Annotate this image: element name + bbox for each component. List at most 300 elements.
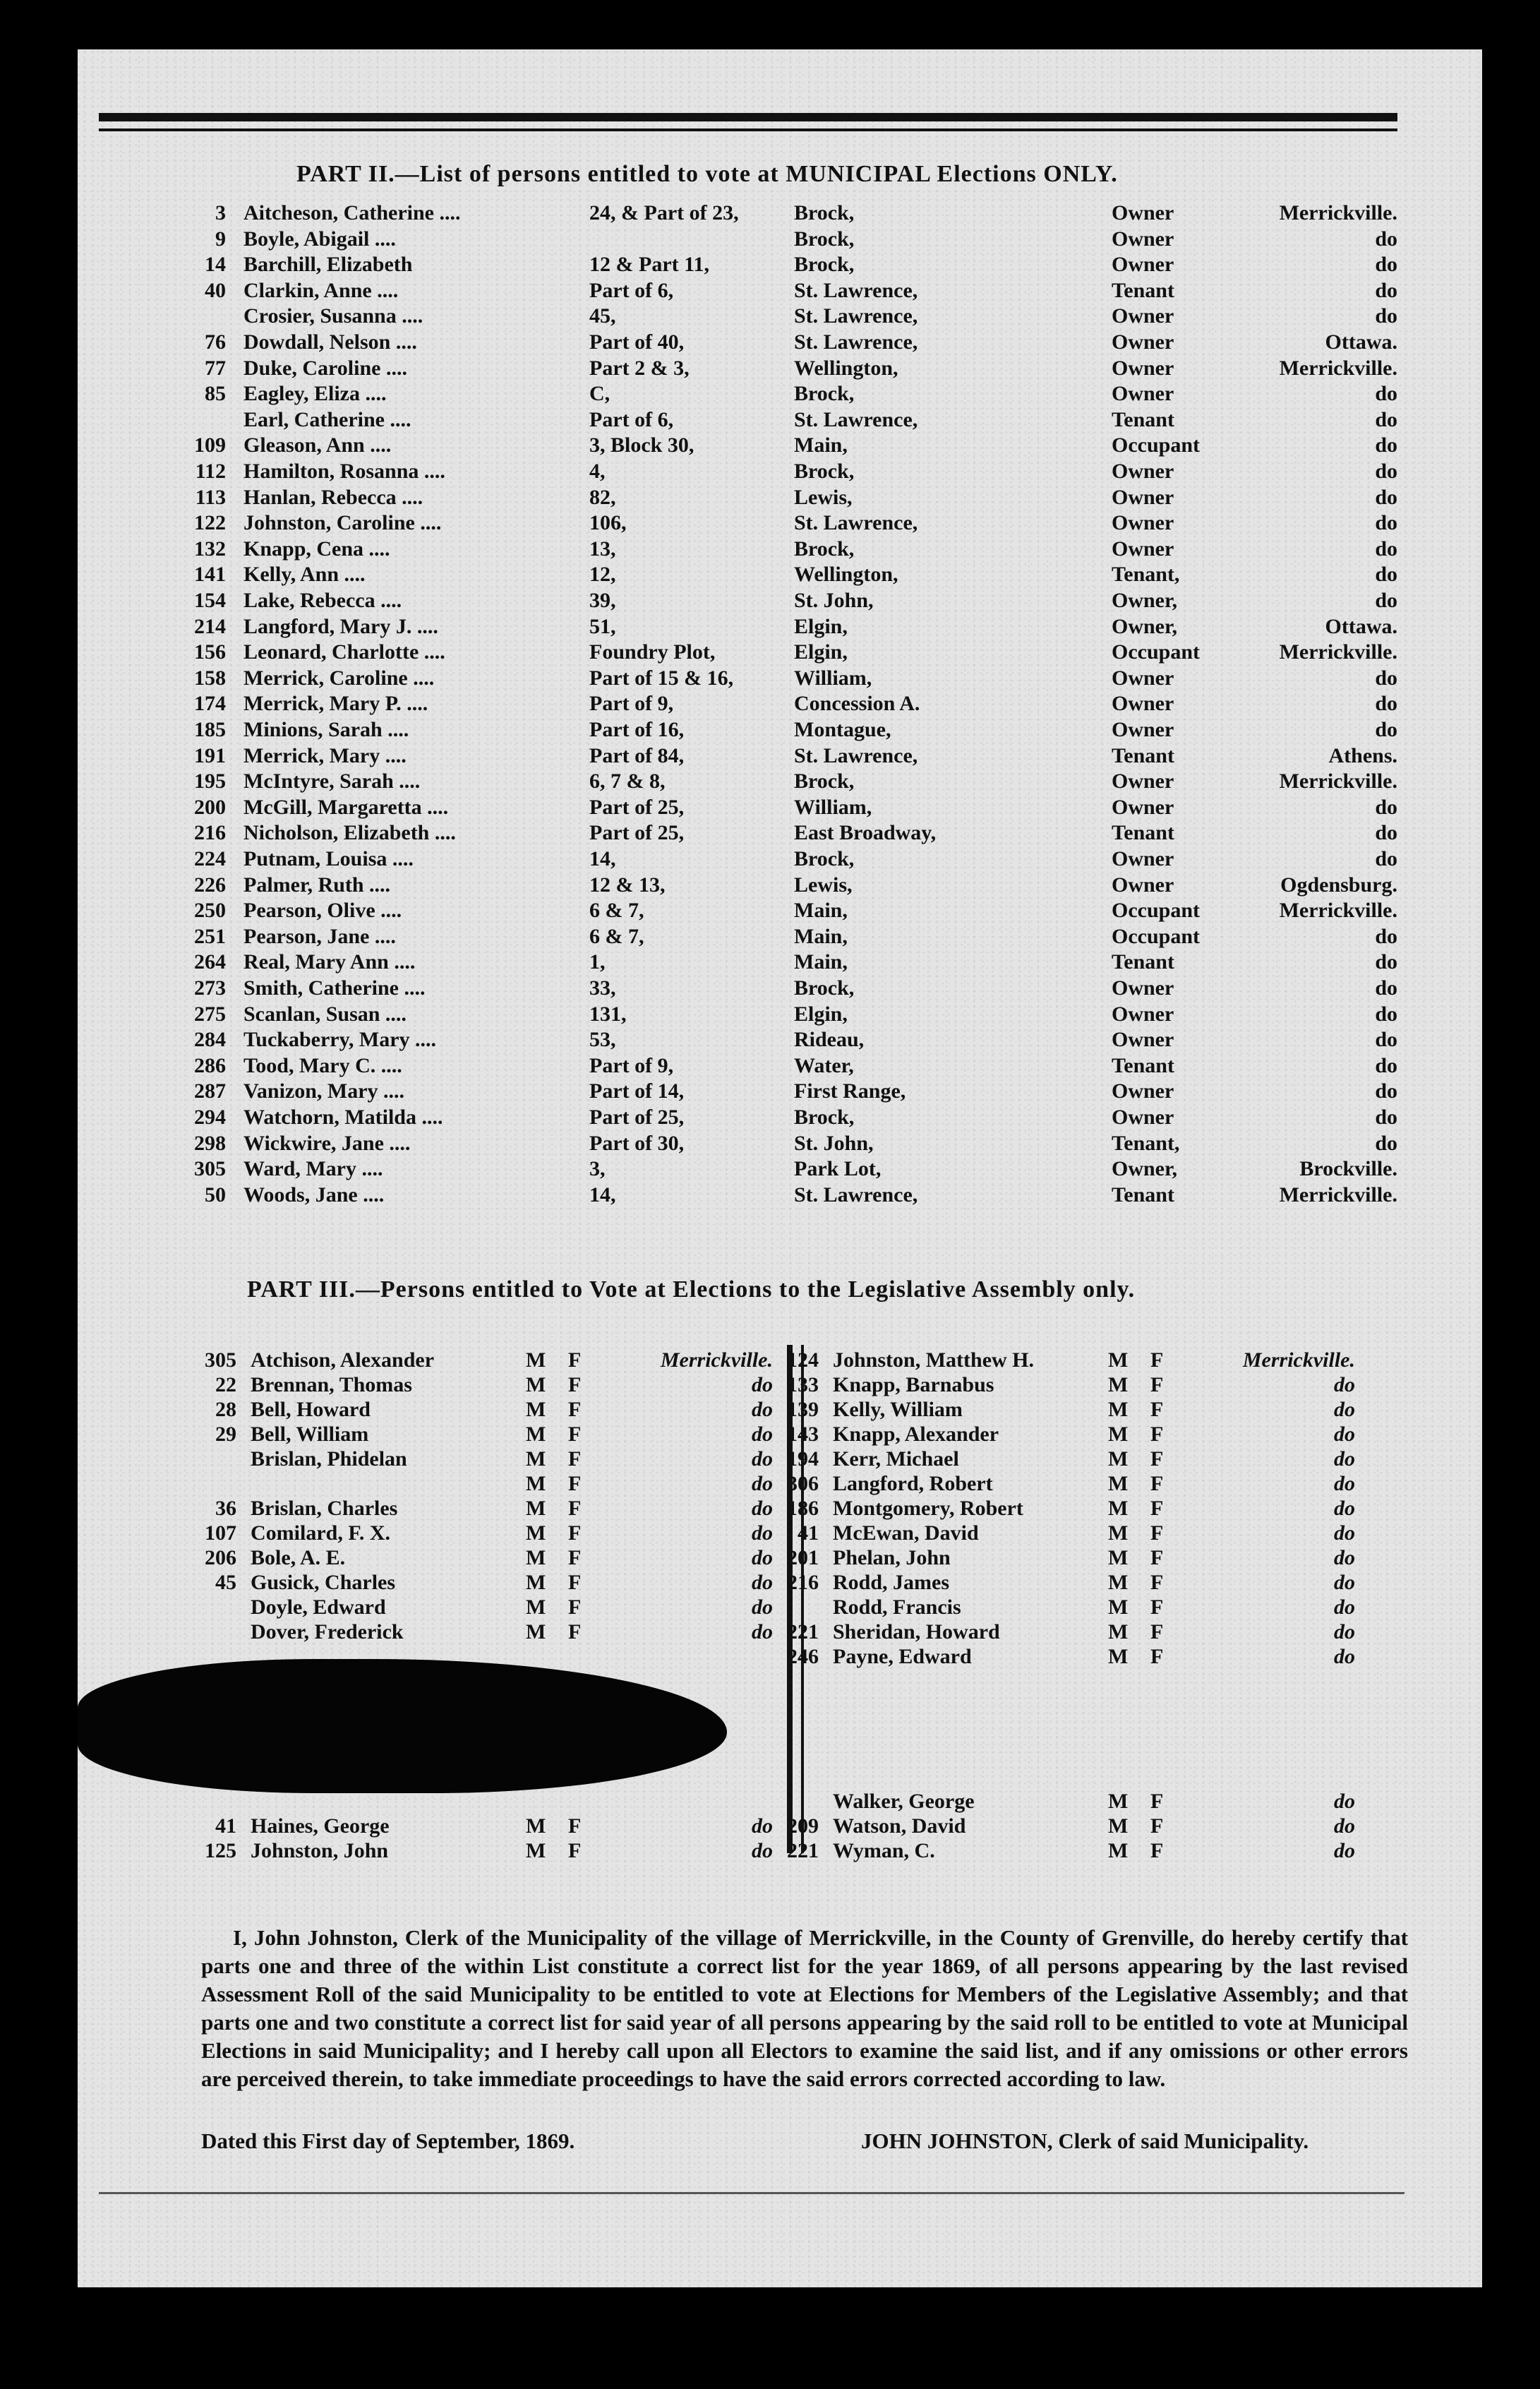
- table-row: [0, 279, 1482, 304]
- cell-name: Tuckaberry, Mary ....: [243, 1028, 437, 1052]
- cell-res: do: [1375, 821, 1397, 845]
- cell-num: 250: [194, 899, 226, 923]
- table-row: [0, 253, 1482, 278]
- cell-name: Johnston, Matthew H.: [833, 1348, 1035, 1372]
- cell-f: F: [1150, 1546, 1164, 1569]
- table-row: [0, 460, 1482, 485]
- cell-res: do: [1334, 1595, 1355, 1619]
- list-item: [748, 1348, 1454, 1374]
- cell-street: Main,: [794, 899, 848, 923]
- cell-street: Elgin,: [794, 614, 848, 638]
- cell-street: St. Lawrence,: [794, 1182, 918, 1207]
- cell-num: 246: [787, 1645, 819, 1668]
- cell-name: Comilard, F. X.: [251, 1521, 391, 1545]
- cell-m: M: [526, 1373, 546, 1396]
- cell-num: 251: [194, 924, 226, 948]
- list-item: [748, 1814, 1454, 1840]
- cell-res: do: [1375, 589, 1397, 612]
- cell-num: 132: [194, 537, 226, 561]
- list-item: [748, 1546, 1454, 1571]
- cell-lot: 24, & Part of 23,: [589, 201, 739, 224]
- cell-f: F: [1150, 1348, 1164, 1372]
- cell-name: Payne, Edward: [833, 1645, 972, 1668]
- cell-m: M: [1108, 1472, 1129, 1495]
- table-row: [0, 847, 1482, 873]
- cell-f: F: [1150, 1497, 1164, 1520]
- cell-status: Owner,: [1112, 614, 1178, 638]
- table-row: [0, 486, 1482, 511]
- cell-f: F: [568, 1423, 582, 1446]
- cell-f: F: [1150, 1595, 1164, 1619]
- cell-name: Langford, Robert: [833, 1472, 993, 1495]
- list-item: [748, 1645, 1454, 1670]
- cell-res: do: [1375, 692, 1397, 716]
- cell-lot: Foundry Plot,: [589, 640, 716, 664]
- cell-num: 221: [787, 1839, 819, 1862]
- cell-name: Merrick, Mary P. ....: [243, 692, 428, 716]
- cell-status: Owner: [1112, 795, 1174, 819]
- cell-res: do: [1375, 563, 1397, 587]
- cell-status: Owner: [1112, 330, 1174, 354]
- cell-num: 201: [787, 1546, 819, 1569]
- cell-res: Athens.: [1328, 743, 1397, 767]
- cell-num: 122: [194, 511, 226, 535]
- cell-name: Pearson, Olive ....: [243, 899, 402, 923]
- cell-status: Occupant: [1112, 924, 1201, 948]
- cell-res: do: [1334, 1814, 1355, 1838]
- table-row: [0, 796, 1482, 821]
- cell-m: M: [526, 1620, 546, 1643]
- cell-res: do: [1375, 1053, 1397, 1077]
- cell-res: do: [752, 1839, 773, 1862]
- cell-num: 109: [194, 433, 226, 457]
- cell-res: do: [1375, 1079, 1397, 1103]
- table-row: [0, 821, 1482, 846]
- cell-lot: Part of 40,: [589, 330, 685, 354]
- cell-status: Tenant: [1112, 821, 1174, 845]
- cell-num: 186: [787, 1497, 819, 1520]
- cell-num: 143: [787, 1423, 819, 1446]
- list-item: [748, 1373, 1454, 1399]
- table-row: [0, 589, 1482, 614]
- cell-street: Elgin,: [794, 1002, 848, 1026]
- cell-name: Watchorn, Matilda ....: [243, 1106, 443, 1129]
- clerk-certificate: I, John Johnston, Clerk of the Municipality of the village of Merrickville, in the County of Grenville, do hereby certify that parts one and three of the within List constitute a correct list for the year 1869, of all persons appearing by the last revised Assessment Roll of the said Municipality to be entitled to vote at Elections for Members of the Legislative Assembly; and that parts one and two constitute a correct list for said year of all persons appearing by the said roll to be entitled to vote at Municipal Elections in said Municipality; and I hereby call upon all Electors to examine the said list, and if any omissions or other errors are perceived therein, to take immediate proceedings to have the said errors corrected according to law.: [201, 1925, 1408, 2091]
- cell-name: Bole, A. E.: [251, 1546, 346, 1569]
- cell-res: Merrickville.: [660, 1348, 773, 1372]
- cell-f: F: [568, 1620, 582, 1643]
- cell-res: do: [752, 1497, 773, 1520]
- cell-num: 195: [194, 770, 226, 794]
- cell-m: M: [1108, 1447, 1129, 1471]
- cell-res: Merrickville.: [1279, 899, 1397, 923]
- cell-lot: Part of 6,: [589, 278, 674, 302]
- cell-lot: 6, 7 & 8,: [589, 770, 666, 794]
- cell-res: do: [1375, 950, 1397, 974]
- cell-street: Main,: [794, 950, 848, 974]
- cell-lot: Part of 15 & 16,: [589, 666, 734, 690]
- cell-f: F: [1150, 1398, 1164, 1421]
- cell-status: Tenant,: [1112, 563, 1180, 587]
- cell-f: F: [568, 1348, 582, 1372]
- cell-street: Brock,: [794, 201, 855, 224]
- table-row: [0, 357, 1482, 382]
- cell-status: Owner: [1112, 227, 1174, 251]
- cell-res: do: [1375, 924, 1397, 948]
- cell-res: do: [1334, 1398, 1355, 1421]
- cell-res: do: [1375, 666, 1397, 690]
- cell-street: Brock,: [794, 847, 855, 870]
- cell-name: Merrick, Caroline ....: [243, 666, 435, 690]
- cell-num: 294: [194, 1106, 226, 1129]
- cell-f: F: [568, 1472, 582, 1495]
- table-row: [0, 201, 1482, 227]
- cell-m: M: [1108, 1571, 1129, 1594]
- cell-status: Owner: [1112, 847, 1174, 870]
- table-row: [0, 1028, 1482, 1053]
- cell-res: Ottawa.: [1325, 330, 1397, 354]
- cell-num: 3: [215, 201, 226, 224]
- cell-status: Occupant: [1112, 433, 1201, 457]
- cell-res: do: [1334, 1571, 1355, 1594]
- cell-name: Eagley, Eliza ....: [243, 382, 387, 406]
- list-item: [748, 1595, 1454, 1621]
- cell-street: St. John,: [794, 1131, 874, 1155]
- cell-status: Tenant: [1112, 278, 1174, 302]
- cell-res: do: [752, 1814, 773, 1838]
- cell-name: Crosier, Susanna ....: [243, 304, 423, 328]
- cell-res: do: [752, 1472, 773, 1495]
- list-item: [748, 1620, 1454, 1646]
- cell-name: Minions, Sarah ....: [243, 718, 409, 741]
- cell-res: do: [752, 1546, 773, 1569]
- cell-status: Owner: [1112, 692, 1174, 716]
- cell-res: do: [752, 1423, 773, 1446]
- list-item: [748, 1839, 1454, 1864]
- cell-num: 36: [215, 1497, 236, 1520]
- cell-m: M: [1108, 1348, 1129, 1372]
- table-row: [0, 925, 1482, 950]
- list-item: [748, 1423, 1454, 1448]
- cell-name: Brislan, Charles: [251, 1497, 398, 1520]
- cell-res: Ogdensburg.: [1280, 873, 1397, 897]
- cell-m: M: [1108, 1398, 1129, 1421]
- table-row: [0, 692, 1482, 717]
- cell-m: M: [1108, 1373, 1129, 1396]
- cell-m: M: [526, 1398, 546, 1421]
- cell-m: M: [526, 1447, 546, 1471]
- cell-f: F: [568, 1373, 582, 1396]
- cell-m: M: [526, 1521, 546, 1545]
- cell-status: Tenant: [1112, 743, 1174, 767]
- cell-status: Tenant: [1112, 950, 1174, 974]
- cell-num: 29: [215, 1423, 236, 1446]
- cell-name: Brennan, Thomas: [251, 1373, 412, 1396]
- cell-name: McEwan, David: [833, 1521, 979, 1545]
- cell-m: M: [526, 1546, 546, 1569]
- cell-res: do: [1334, 1620, 1355, 1643]
- cell-lot: 51,: [589, 614, 616, 638]
- cell-status: Owner,: [1112, 1157, 1178, 1181]
- cell-lot: 45,: [589, 304, 616, 328]
- cell-name: Lake, Rebecca ....: [243, 589, 402, 612]
- cell-lot: 1,: [589, 950, 606, 974]
- cell-name: Barchill, Elizabeth: [243, 253, 413, 277]
- table-row: [0, 950, 1482, 976]
- cell-street: First Range,: [794, 1079, 906, 1103]
- cell-lot: 53,: [589, 1028, 616, 1052]
- cell-f: F: [1150, 1423, 1164, 1446]
- cell-street: Brock,: [794, 770, 855, 794]
- cell-name: Rodd, James: [833, 1571, 950, 1594]
- cell-lot: Part of 84,: [589, 743, 685, 767]
- cell-status: Owner: [1112, 666, 1174, 690]
- cell-name: Hamilton, Rosanna ....: [243, 460, 445, 483]
- cell-res: do: [1375, 1131, 1397, 1155]
- cell-name: Merrick, Mary ....: [243, 743, 407, 767]
- cell-num: 298: [194, 1131, 226, 1155]
- cell-f: F: [1150, 1790, 1164, 1813]
- cell-num: 206: [205, 1546, 236, 1569]
- table-row: [0, 1079, 1482, 1105]
- cell-f: F: [1150, 1571, 1164, 1594]
- cell-status: Tenant: [1112, 1053, 1174, 1077]
- cell-name: Smith, Catherine ....: [243, 976, 426, 1000]
- cell-res: do: [1334, 1790, 1355, 1813]
- cell-street: Lewis,: [794, 873, 853, 897]
- cell-name: Real, Mary Ann ....: [243, 950, 416, 974]
- cell-name: Vanizon, Mary ....: [243, 1079, 405, 1103]
- cell-num: 139: [787, 1398, 819, 1421]
- cell-f: F: [1150, 1472, 1164, 1495]
- table-row: [0, 1157, 1482, 1182]
- table-row: [0, 1183, 1482, 1209]
- cell-status: Owner: [1112, 485, 1174, 509]
- cell-m: M: [526, 1423, 546, 1446]
- cell-name: Scanlan, Susan ....: [243, 1002, 407, 1026]
- table-row: [0, 899, 1482, 924]
- table-row: [0, 615, 1482, 640]
- cell-name: Dover, Frederick: [251, 1620, 404, 1643]
- cell-name: Johnston, John: [251, 1839, 389, 1862]
- cell-street: Lewis,: [794, 485, 853, 509]
- cell-num: 209: [787, 1814, 819, 1838]
- cell-name: Earl, Catherine ....: [243, 407, 411, 431]
- cell-res: do: [1375, 1028, 1397, 1052]
- cell-res: do: [1334, 1839, 1355, 1862]
- cell-num: 305: [194, 1157, 226, 1181]
- cell-num: 273: [194, 976, 226, 1000]
- cell-street: St. John,: [794, 589, 874, 612]
- cell-m: M: [1108, 1497, 1129, 1520]
- cell-num: 185: [194, 718, 226, 741]
- cell-num: 158: [194, 666, 226, 690]
- cell-name: Knapp, Cena ....: [243, 537, 390, 561]
- list-item: [748, 1472, 1454, 1497]
- cell-num: 221: [787, 1620, 819, 1643]
- cell-name: Kerr, Michael: [833, 1447, 959, 1471]
- cell-lot: 131,: [589, 1002, 627, 1026]
- cell-num: 305: [205, 1348, 236, 1372]
- cell-status: Owner: [1112, 873, 1174, 897]
- cell-name: Rodd, Francis: [833, 1595, 961, 1619]
- cell-res: Merrickville.: [1279, 356, 1397, 380]
- cell-num: 286: [194, 1053, 226, 1077]
- cell-res: do: [1375, 304, 1397, 328]
- cell-res: do: [1375, 718, 1397, 741]
- cell-lot: 6 & 7,: [589, 924, 644, 948]
- cell-f: F: [568, 1595, 582, 1619]
- cell-name: Palmer, Ruth ....: [243, 873, 391, 897]
- cell-street: St. Lawrence,: [794, 278, 918, 302]
- cell-street: St. Lawrence,: [794, 407, 918, 431]
- cell-m: M: [526, 1348, 546, 1372]
- cell-num: 133: [787, 1373, 819, 1396]
- cell-street: Brock,: [794, 460, 855, 483]
- cell-name: Kelly, Ann ....: [243, 563, 366, 587]
- cell-status: Owner,: [1112, 589, 1178, 612]
- cell-status: Owner: [1112, 1106, 1174, 1129]
- cell-num: 264: [194, 950, 226, 974]
- cell-m: M: [1108, 1546, 1129, 1569]
- bottom-rule: [99, 2192, 1404, 2194]
- list-item: [748, 1398, 1454, 1423]
- cell-res: do: [1375, 795, 1397, 819]
- cell-num: 41: [215, 1814, 236, 1838]
- top-rule: [99, 113, 1397, 121]
- table-row: [0, 563, 1482, 588]
- cell-m: M: [526, 1814, 546, 1838]
- table-row: [0, 408, 1482, 433]
- cell-num: 77: [205, 356, 226, 380]
- cell-street: Brock,: [794, 253, 855, 277]
- cell-num: 76: [205, 330, 226, 354]
- cell-status: Owner: [1112, 1002, 1174, 1026]
- cell-lot: Part of 14,: [589, 1079, 685, 1103]
- cell-name: Haines, George: [251, 1814, 390, 1838]
- cell-res: do: [1375, 382, 1397, 406]
- cell-num: 141: [194, 563, 226, 587]
- list-item: [748, 1497, 1454, 1522]
- cell-res: do: [1375, 253, 1397, 277]
- cell-lot: 14,: [589, 1182, 616, 1207]
- cell-street: Water,: [794, 1053, 854, 1077]
- cell-lot: Part of 9,: [589, 692, 674, 716]
- cell-name: Leonard, Charlotte ....: [243, 640, 445, 664]
- list-item: [748, 1521, 1454, 1547]
- cell-name: Langford, Mary J. ....: [243, 614, 438, 638]
- cell-f: F: [1150, 1620, 1164, 1643]
- cell-name: Duke, Caroline ....: [243, 356, 407, 380]
- cell-status: Owner: [1112, 201, 1174, 224]
- cell-res: do: [752, 1521, 773, 1545]
- cell-status: Occupant: [1112, 640, 1201, 664]
- table-row: [0, 640, 1482, 666]
- cell-res: Merrickville.: [1242, 1348, 1355, 1372]
- cell-lot: 106,: [589, 511, 627, 535]
- table-row: [0, 1002, 1482, 1028]
- cell-res: do: [1375, 460, 1397, 483]
- cell-f: F: [1150, 1447, 1164, 1471]
- cell-res: do: [1375, 485, 1397, 509]
- cell-status: Owner: [1112, 976, 1174, 1000]
- clerk-signature: JOHN JOHNSTON, Clerk of said Municipality.: [861, 2128, 1309, 2153]
- date-line: Dated this First day of September, 1869.: [201, 2128, 575, 2153]
- cell-num: 194: [787, 1447, 819, 1471]
- cell-name: Bell, Howard: [251, 1398, 371, 1421]
- cell-status: Owner: [1112, 1028, 1174, 1052]
- cell-name: Knapp, Barnabus: [833, 1373, 994, 1396]
- cell-lot: 6 & 7,: [589, 899, 644, 923]
- cell-status: Owner: [1112, 537, 1174, 561]
- cell-f: F: [568, 1814, 582, 1838]
- cell-name: Ward, Mary ....: [243, 1157, 383, 1181]
- cell-status: Owner: [1112, 382, 1174, 406]
- cell-res: do: [1375, 1106, 1397, 1129]
- cell-name: Gusick, Charles: [251, 1571, 396, 1594]
- table-row: [0, 537, 1482, 563]
- cell-res: do: [1375, 537, 1397, 561]
- table-row: [0, 976, 1482, 1002]
- cell-name: Brislan, Phidelan: [251, 1447, 407, 1471]
- cell-num: 124: [787, 1348, 819, 1372]
- cell-num: 216: [194, 821, 226, 845]
- cell-res: do: [1375, 1002, 1397, 1026]
- table-row: [0, 718, 1482, 743]
- cell-street: Wellington,: [794, 356, 898, 380]
- cell-name: Watson, David: [833, 1814, 966, 1838]
- cell-street: St. Lawrence,: [794, 330, 918, 354]
- cell-res: do: [1334, 1447, 1355, 1471]
- cell-lot: 13,: [589, 537, 616, 561]
- cell-res: do: [1375, 278, 1397, 302]
- cell-res: do: [752, 1373, 773, 1396]
- list-item: [748, 1790, 1454, 1815]
- cell-num: 125: [205, 1839, 236, 1862]
- cell-num: 275: [194, 1002, 226, 1026]
- cell-lot: 4,: [589, 460, 606, 483]
- cell-m: M: [526, 1472, 546, 1495]
- cell-num: 50: [205, 1182, 226, 1207]
- cell-f: F: [568, 1447, 582, 1471]
- cell-street: Rideau,: [794, 1028, 865, 1052]
- cell-res: do: [752, 1595, 773, 1619]
- cell-name: Tood, Mary C. ....: [243, 1053, 402, 1077]
- table-row: [0, 382, 1482, 407]
- cell-res: Merrickville.: [1279, 640, 1397, 664]
- cell-status: Owner: [1112, 718, 1174, 741]
- cell-f: F: [568, 1571, 582, 1594]
- cell-street: Wellington,: [794, 563, 898, 587]
- cell-m: M: [526, 1497, 546, 1520]
- cell-street: William,: [794, 666, 872, 690]
- cell-res: Merrickville.: [1279, 201, 1397, 224]
- cell-res: do: [1334, 1546, 1355, 1569]
- cell-status: Owner: [1112, 770, 1174, 794]
- cell-lot: Part of 6,: [589, 407, 674, 431]
- cell-f: F: [1150, 1814, 1164, 1838]
- cell-res: do: [1334, 1521, 1355, 1545]
- cell-lot: 12 & 13,: [589, 873, 666, 897]
- cell-name: McGill, Margaretta ....: [243, 795, 449, 819]
- cell-lot: 3,: [589, 1157, 606, 1181]
- cell-lot: 3, Block 30,: [589, 433, 694, 457]
- cell-res: do: [1375, 511, 1397, 535]
- cell-name: Nicholson, Elizabeth ....: [243, 821, 456, 845]
- cell-num: 156: [194, 640, 226, 664]
- cell-name: Walker, George: [833, 1790, 975, 1813]
- cell-m: M: [1108, 1423, 1129, 1446]
